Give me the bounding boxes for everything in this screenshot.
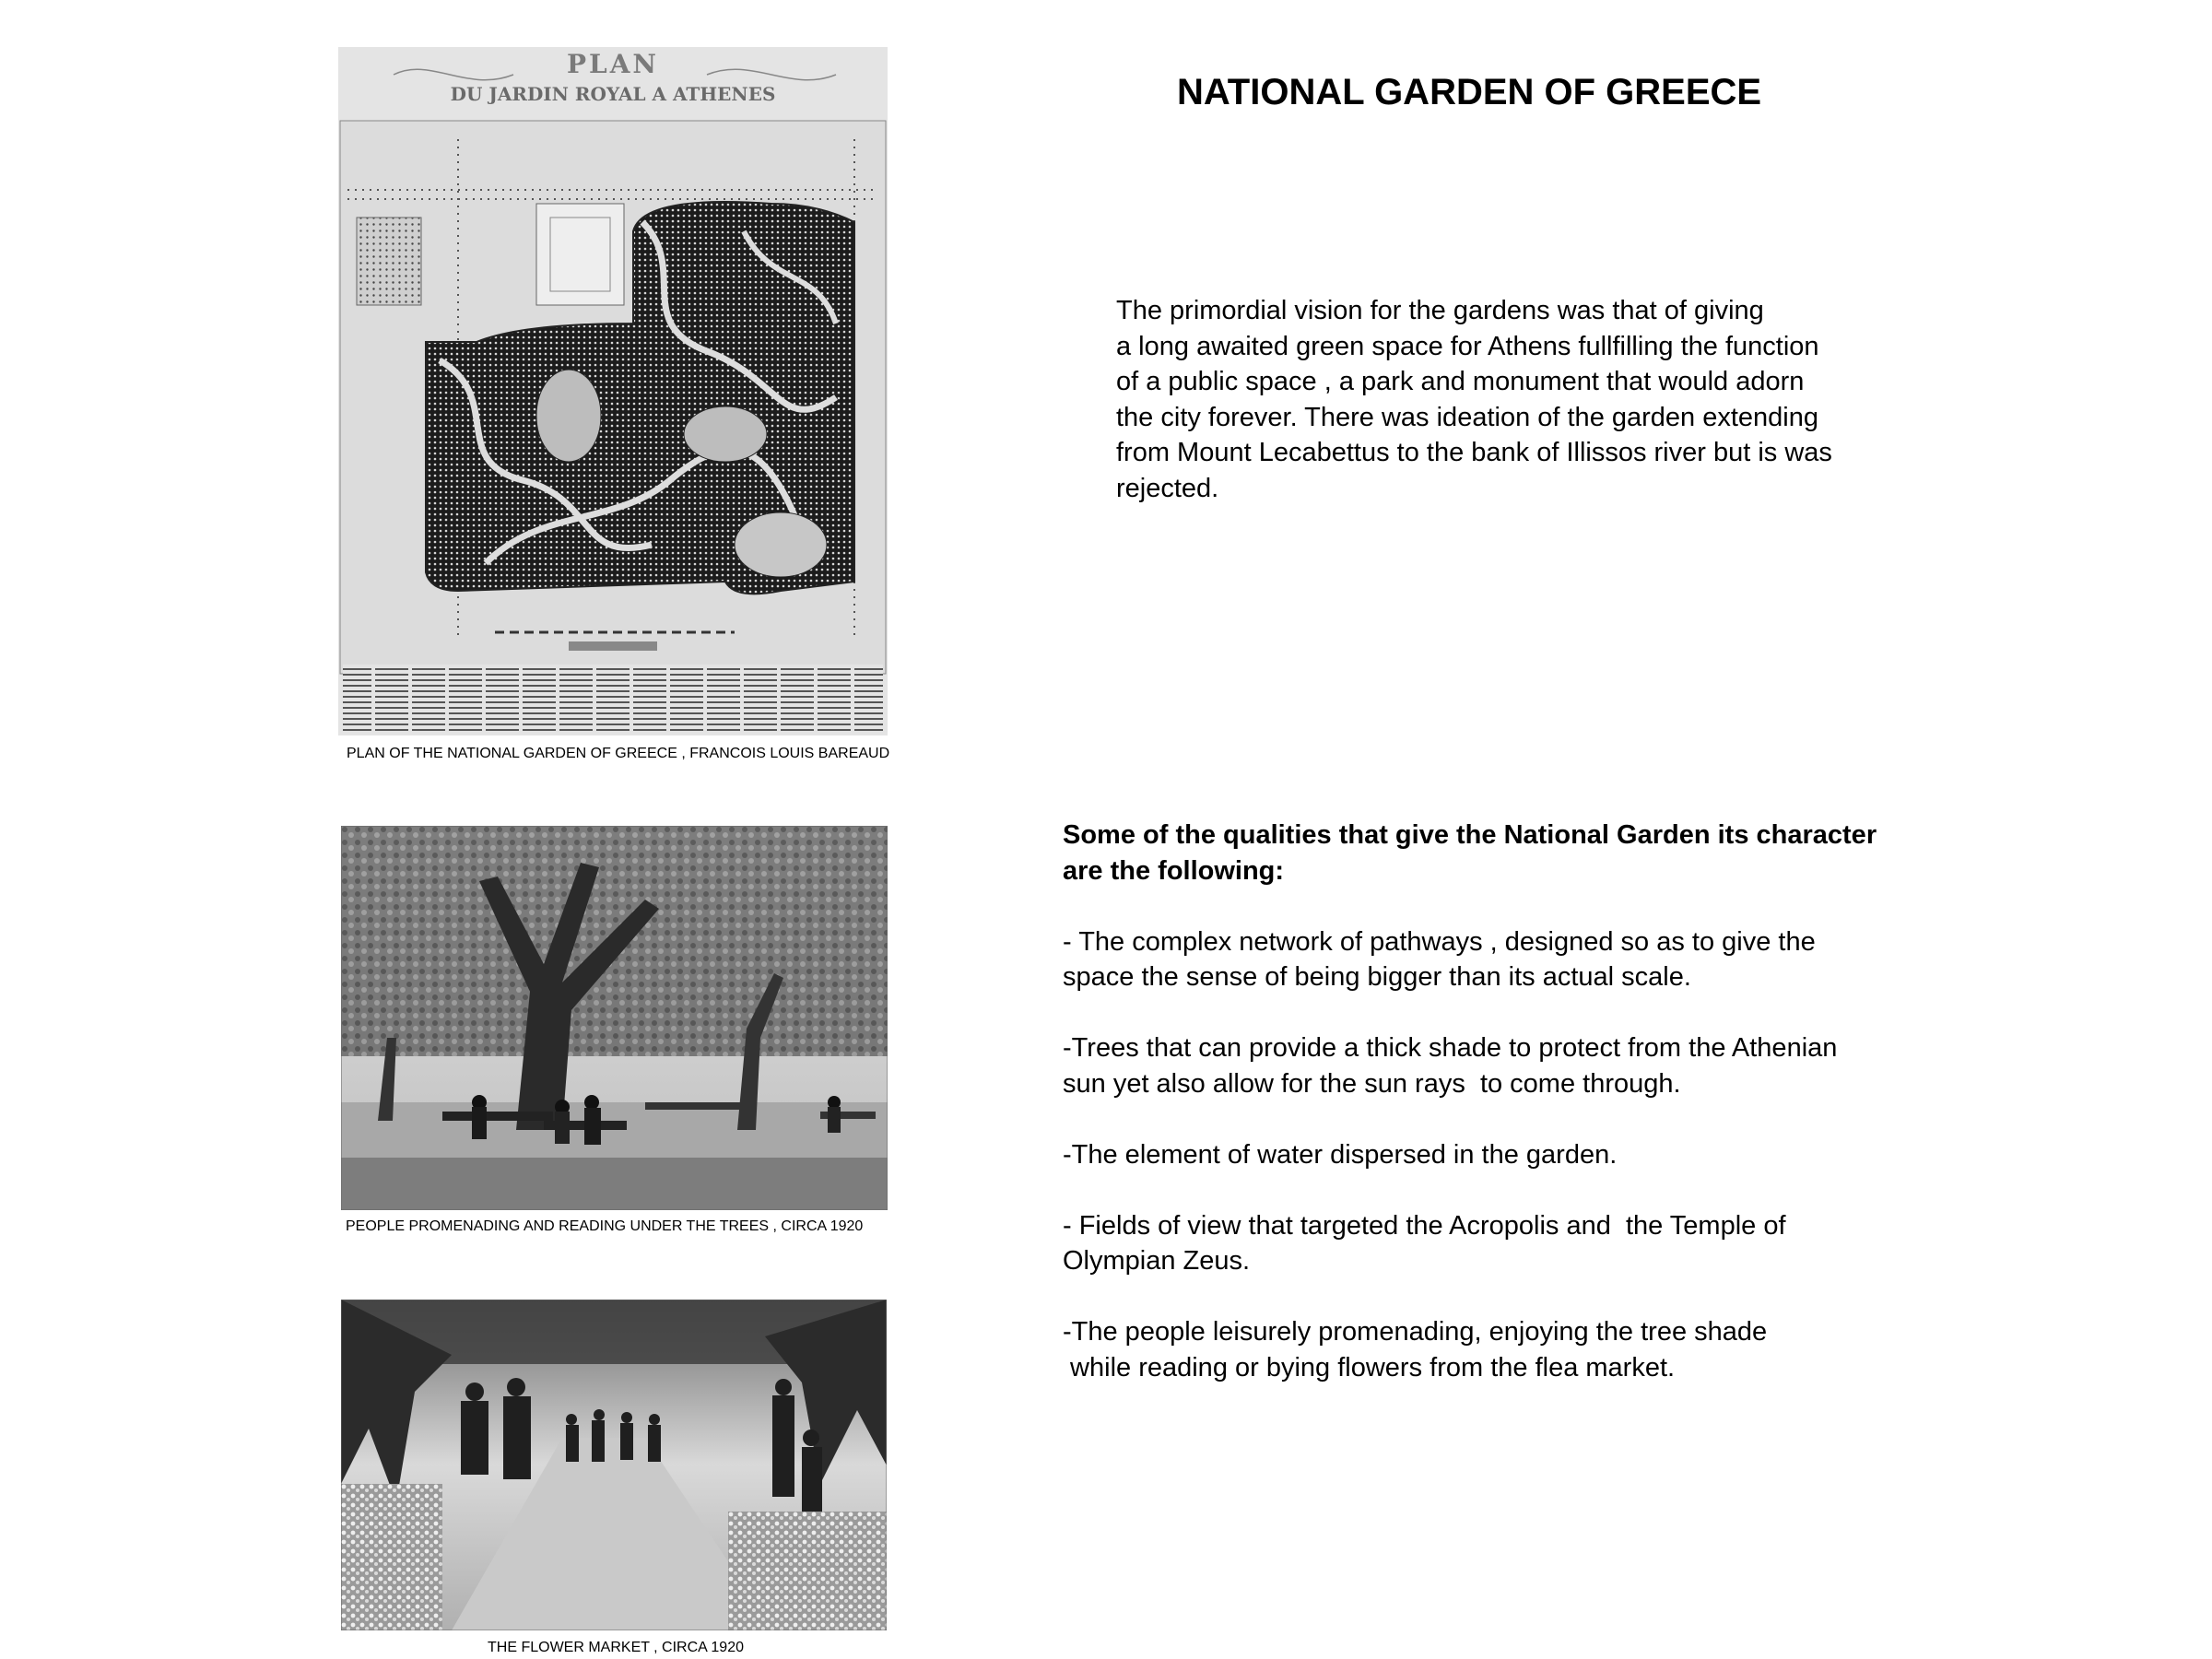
quality-line: space the sense of being bigger than its actual scale. xyxy=(1063,962,1691,992)
trees-caption: PEOPLE PROMENADING AND READING UNDER THE TREES , CIRCA 1920 xyxy=(346,1218,864,1234)
qualities-section xyxy=(1063,818,1984,1385)
quality-item-pathways xyxy=(1063,924,1984,995)
spacer xyxy=(1063,1279,1984,1315)
qualities-heading-line: are the following: xyxy=(1063,855,1285,886)
trees-photo xyxy=(341,826,888,1210)
quality-line: - Fields of view that targeted the Acropolis and the Temple of xyxy=(1063,1210,1786,1241)
intro-line: from Mount Lecabettus to the bank of Illissos river but is was xyxy=(1116,438,1832,467)
flower-market-photo-picture xyxy=(341,1300,887,1630)
garden-plan-drawing xyxy=(338,47,888,735)
qualities-heading xyxy=(1063,818,1984,888)
quality-item-views xyxy=(1063,1208,1984,1279)
trees-photo-picture xyxy=(341,826,888,1210)
quality-item-trees xyxy=(1063,1030,1984,1101)
qualities-heading-line: Some of the qualities that give the National Garden its character xyxy=(1063,820,1877,850)
quality-line: sun yet also allow for the sun rays to come through. xyxy=(1063,1068,1681,1099)
spacer xyxy=(1063,995,1984,1031)
spacer xyxy=(1063,1172,1984,1208)
intro-paragraph xyxy=(1116,293,1946,506)
spacer xyxy=(1063,888,1984,924)
plan-header-subtitle: DU JARDIN ROYAL A ATHENES xyxy=(450,83,776,105)
garden-plan-image xyxy=(338,47,888,735)
spacer xyxy=(1063,1101,1984,1137)
quality-line: -Trees that can provide a thick shade to protect from the Athenian xyxy=(1063,1033,1838,1063)
quality-line: -The element of water dispersed in the garden. xyxy=(1063,1139,1618,1170)
intro-line: a long awaited green space for Athens fullfilling the function xyxy=(1116,331,1819,361)
intro-line: The primordial vision for the gardens was that of giving xyxy=(1116,296,1764,325)
flower-market-caption: THE FLOWER MARKET , CIRCA 1920 xyxy=(488,1640,744,1655)
quality-line: Olympian Zeus. xyxy=(1063,1246,1251,1276)
plan-caption: PLAN OF THE NATIONAL GARDEN OF GREECE , FRANCOIS LOUIS BAREAUD xyxy=(347,746,890,761)
quality-item-people xyxy=(1063,1314,1984,1385)
quality-item-water xyxy=(1063,1137,1984,1173)
page-title: NATIONAL GARDEN OF GREECE xyxy=(1177,72,1762,112)
plan-header-title: PLAN xyxy=(566,49,660,79)
intro-line: the city forever. There was ideation of the garden extending xyxy=(1116,402,1819,432)
quality-line: while reading or bying flowers from the flea market. xyxy=(1063,1352,1676,1382)
intro-line: of a public space , a park and monument that would adorn xyxy=(1116,367,1805,396)
quality-line: - The complex network of pathways , designed so as to give the xyxy=(1063,926,1816,957)
quality-line: -The people leisurely promenading, enjoying the tree shade xyxy=(1063,1317,1768,1347)
flower-market-photo xyxy=(341,1300,887,1630)
intro-line: rejected. xyxy=(1116,473,1219,503)
